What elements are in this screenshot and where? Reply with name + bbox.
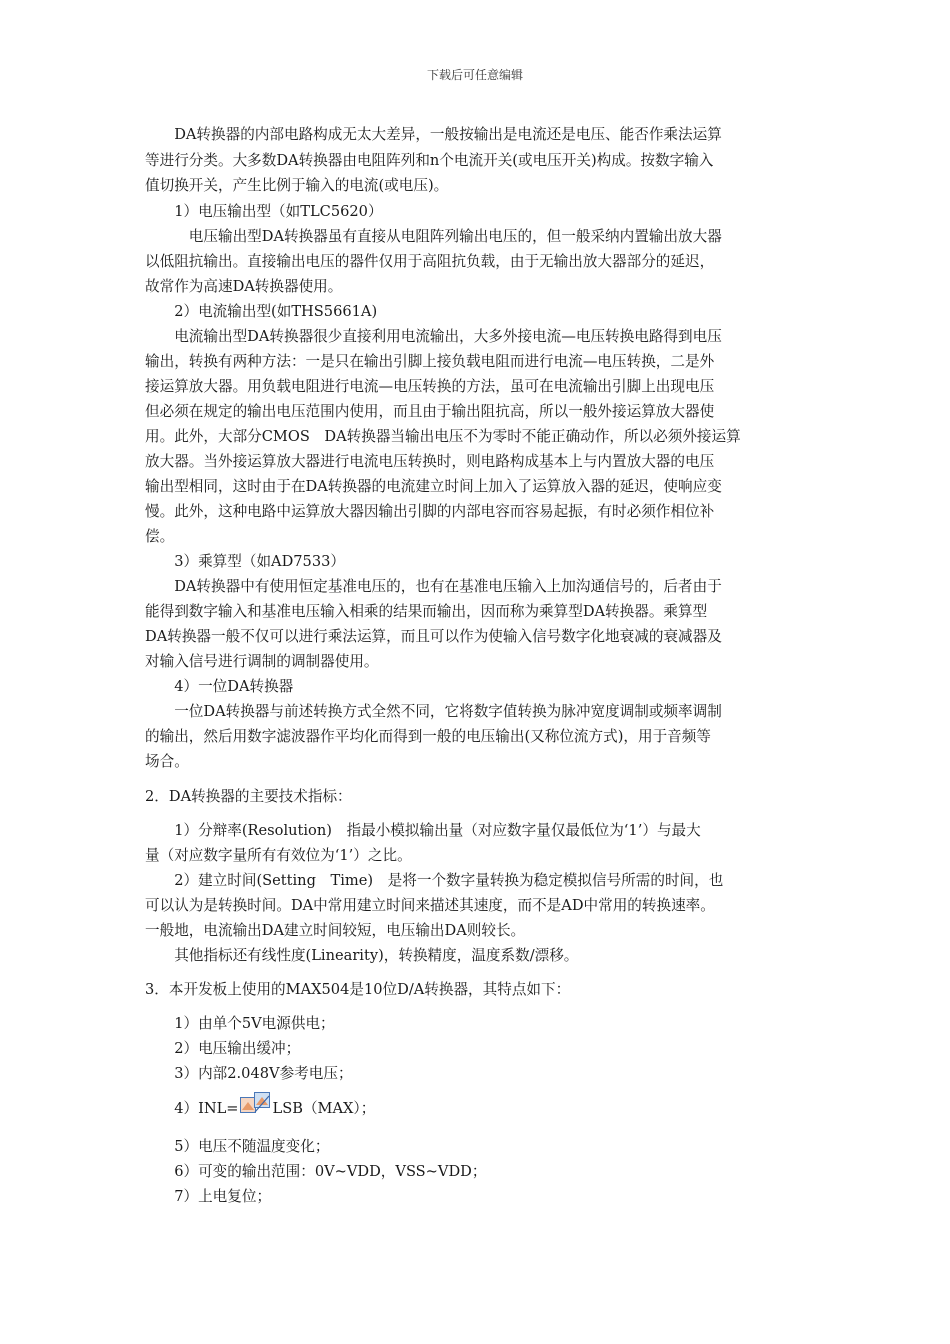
section-heading: 2．DA转换器的主要技术指标： xyxy=(145,788,352,805)
paragraph-line: 但必须在规定的输出电压范围内使用，而且由于输出阻抗高，所以一般外接运算放大器使 xyxy=(145,403,715,420)
paragraph-line: 1）分辩率(Resolution) 指最小模拟输出量（对应数字量仅最低位为‘1’）与最大 xyxy=(145,822,701,839)
section-heading: 4）一位DA转换器 xyxy=(145,678,294,695)
list-item: 5）电压不随温度变化； xyxy=(145,1138,330,1155)
list-item: 7）上电复位； xyxy=(145,1188,272,1205)
paragraph-line: 可以认为是转换时间。DA中常用建立时间来描述其速度，而不是AD中常用的转换速率。 xyxy=(145,897,715,914)
list-item-formula xyxy=(145,1098,375,1120)
paragraph-line: 一般地，电流输出DA建立时间较短，电压输出DA则较长。 xyxy=(145,922,526,939)
paragraph-line: 放大器。当外接运算放大器进行电流电压转换时，则电路构成基本上与内置放大器的电压 xyxy=(145,453,715,470)
page-header: 下载后可任意编辑 xyxy=(426,68,523,82)
formula-image-icon xyxy=(240,1092,272,1114)
paragraph-line: 慢。此外，这种电路中运算放大器因输出引脚的内部电容而容易起振，有时必须作相位补 xyxy=(145,503,715,520)
paragraph-line: 电流输出型DA转换器很少直接利用电流输出，大多外接电流—电压转换电路得到电压 xyxy=(145,328,722,345)
paragraph-line: 2）建立时间(Setting Time) 是将一个数字量转换为稳定模拟信号所需的时间，也 xyxy=(145,872,724,889)
paragraph-line: 故常作为高速DA转换器使用。 xyxy=(145,278,343,295)
paragraph-line: 其他指标还有线性度(Linearity)，转换精度，温度系数/漂移。 xyxy=(145,947,579,964)
paragraph-line: 偿。 xyxy=(145,528,175,545)
paragraph-line: 用。此外，大部分CMOS DA转换器当输出电压不为零时不能正确动作，所以必须外接运算 xyxy=(145,428,741,445)
paragraph-line: 接运算放大器。用负载电阻进行电流—电压转换的方法，虽可在电流输出引脚上出现电压 xyxy=(145,378,715,395)
paragraph-line: 量（对应数字量所有有效位为‘1’）之比。 xyxy=(145,847,412,864)
paragraph-line: 输出型相同，这时由于在DA转换器的电流建立时间上加入了运算放入器的延迟，使响应变 xyxy=(145,478,722,495)
paragraph-line: DA转换器中有使用恒定基准电压的，也有在基准电压输入上加沟通信号的，后者由于 xyxy=(145,578,722,595)
paragraph-line: 等进行分类。大多数DA转换器由电阻阵列和n个电流开关(或电压开关)构成。按数字输入 xyxy=(145,152,714,169)
paragraph-line: 场合。 xyxy=(145,753,189,770)
paragraph-line: 能得到数字输入和基准电压输入相乘的结果而输出，因而称为乘算型DA转换器。乘算型 xyxy=(145,603,708,620)
section-heading: 2）电流输出型(如THS5661A) xyxy=(145,303,378,320)
paragraph-line: DA转换器的内部电路构成无太大差异，一般按输出是电流还是电压、能否作乘法运算 xyxy=(145,126,722,143)
paragraph-line: 电压输出型DA转换器虽有直接从电阻阵列输出电压的，但一般采纳内置输出放大器 xyxy=(145,228,722,245)
list-item: 6）可变的输出范围：0V~VDD，VSS~VDD； xyxy=(145,1163,487,1180)
paragraph-line: DA转换器一般不仅可以进行乘法运算，而且可以作为使输入信号数字化地衰减的衰减器及 xyxy=(145,628,722,645)
paragraph-line: 的输出，然后用数字滤波器作平均化而得到一般的电压输出(又称位流方式)，用于音频等 xyxy=(145,728,711,745)
paragraph-line: 一位DA转换器与前述转换方式全然不同，它将数字值转换为脉冲宽度调制或频率调制 xyxy=(145,703,722,720)
section-heading: 1）电压输出型（如TLC5620） xyxy=(145,203,383,220)
paragraph-line: 输出，转换有两种方法：一是只在输出引脚上接负载电阻而进行电流—电压转换，二是外 xyxy=(145,353,715,370)
section-heading: 3．本开发板上使用的MAX504是10位D/A转换器，其特点如下： xyxy=(145,981,571,998)
paragraph-line: 以低阻抗输出。直接输出电压的器件仅用于高阻抗负载，由于无输出放大器部分的延迟， xyxy=(145,253,715,270)
formula-prefix: 4）INL= xyxy=(145,1100,239,1117)
paragraph-line: 对输入信号进行调制的调制器使用。 xyxy=(145,653,379,670)
list-item: 1）由单个5V电源供电； xyxy=(145,1015,335,1032)
section-heading: 3）乘算型（如AD7533） xyxy=(145,553,346,570)
paragraph-line: 值切换开关，产生比例于输入的电流(或电压)。 xyxy=(145,177,449,194)
list-item: 2）电压输出缓冲； xyxy=(145,1040,301,1057)
formula-suffix: LSB（MAX）； xyxy=(272,1100,376,1117)
list-item: 3）内部2.048V参考电压； xyxy=(145,1065,353,1082)
